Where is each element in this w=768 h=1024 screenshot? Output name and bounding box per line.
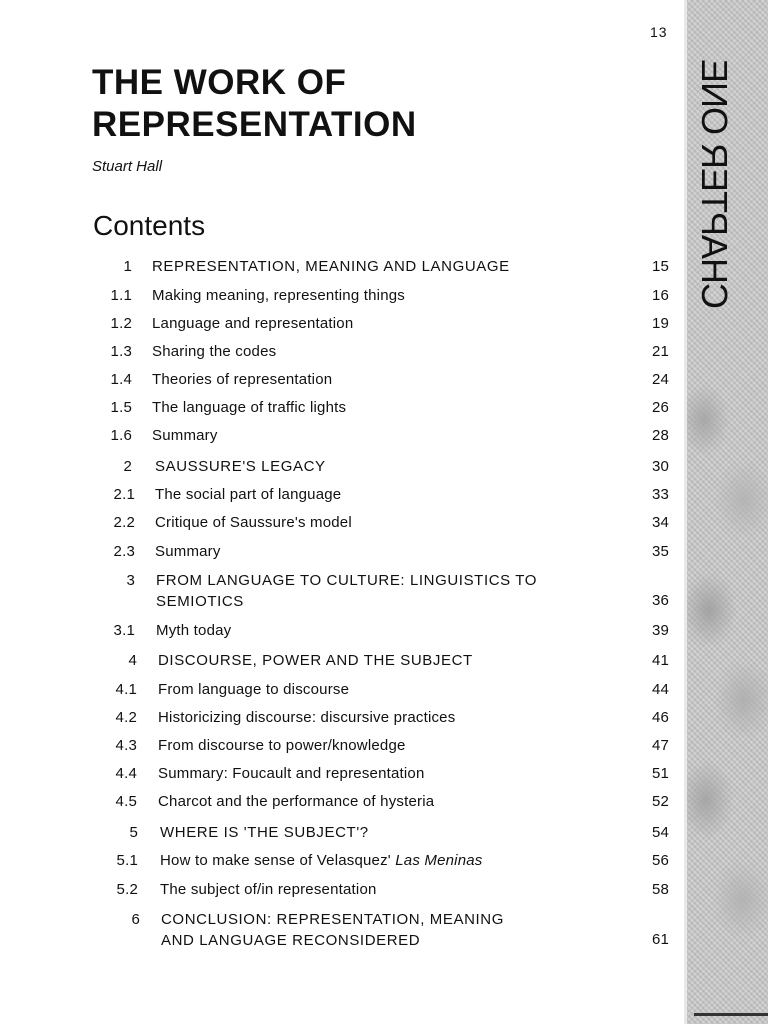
toc-title: WHERE IS 'THE SUBJECT'? bbox=[160, 824, 369, 841]
toc-number: 4 bbox=[128, 652, 137, 669]
toc-title-line-1: CONCLUSION: REPRESENTATION, MEANING bbox=[161, 911, 504, 928]
bottom-rule bbox=[694, 1013, 768, 1016]
toc-page: 51 bbox=[652, 765, 670, 782]
toc-number: 4.4 bbox=[115, 765, 137, 782]
toc-page: 15 bbox=[652, 258, 670, 275]
toc-page: 52 bbox=[652, 793, 670, 810]
toc-page: 16 bbox=[652, 287, 670, 304]
toc-number: 1.1 bbox=[110, 287, 132, 304]
chapter-label: CHAPTER ONE bbox=[694, 60, 735, 310]
toc-title-text: How to make sense of Velasquez' bbox=[160, 852, 391, 869]
toc-title: Summary bbox=[152, 427, 218, 444]
toc-title: Myth today bbox=[156, 622, 232, 639]
toc-page: 44 bbox=[652, 681, 670, 698]
title-line-1: THE WORK OF bbox=[92, 63, 347, 102]
toc-number: 4.3 bbox=[115, 737, 137, 754]
toc-number: 6 bbox=[131, 911, 140, 928]
contents-heading: Contents bbox=[93, 210, 206, 241]
toc-page: 33 bbox=[652, 486, 670, 503]
toc-title: Sharing the codes bbox=[152, 343, 277, 360]
toc-page: 28 bbox=[652, 427, 670, 444]
toc-number: 4.1 bbox=[115, 681, 137, 698]
toc-page: 34 bbox=[652, 514, 670, 531]
toc-number: 4.5 bbox=[115, 793, 137, 810]
toc-page: 39 bbox=[652, 622, 670, 639]
toc-title bbox=[160, 850, 600, 871]
toc-title: REPRESENTATION, MEANING AND LANGUAGE bbox=[152, 258, 510, 275]
toc-page: 47 bbox=[652, 737, 670, 754]
toc-title: Making meaning, representing things bbox=[152, 287, 405, 304]
toc-number: 1.2 bbox=[110, 315, 132, 332]
toc-page: 30 bbox=[652, 458, 670, 475]
toc-number: 5.1 bbox=[116, 852, 138, 869]
toc-number: 3 bbox=[126, 572, 135, 589]
toc-title: Theories of representation bbox=[152, 371, 333, 388]
chapter-title bbox=[92, 62, 417, 146]
toc-title bbox=[156, 570, 596, 612]
toc-title: Critique of Saussure's model bbox=[155, 514, 352, 531]
toc-page: 21 bbox=[652, 343, 670, 360]
toc-page: 46 bbox=[652, 709, 670, 726]
toc-page: 61 bbox=[652, 931, 670, 948]
toc-title: SAUSSURE'S LEGACY bbox=[155, 458, 326, 475]
toc-title: Summary bbox=[155, 543, 221, 560]
toc-page: 41 bbox=[652, 652, 670, 669]
toc-title: DISCOURSE, POWER AND THE SUBJECT bbox=[158, 652, 473, 669]
title-line-2: REPRESENTATION bbox=[92, 105, 417, 144]
toc-title: From discourse to power/knowledge bbox=[158, 737, 406, 754]
toc-number: 3.1 bbox=[113, 622, 135, 639]
toc-title-line-2: AND LANGUAGE RECONSIDERED bbox=[161, 932, 421, 949]
band-edge bbox=[684, 0, 687, 1024]
toc-title: Summary: Foucault and representation bbox=[158, 765, 425, 782]
toc-title: Language and representation bbox=[152, 315, 354, 332]
toc-title-line-2: SEMIOTICS bbox=[156, 593, 244, 610]
toc-number: 2.2 bbox=[113, 514, 135, 531]
page-number: 13 bbox=[650, 24, 668, 40]
toc-title: The language of traffic lights bbox=[152, 399, 347, 416]
toc-number: 2.1 bbox=[113, 486, 135, 503]
toc-title: The subject of/in representation bbox=[160, 881, 377, 898]
toc-page: 35 bbox=[652, 543, 670, 560]
toc-number: 2 bbox=[123, 458, 132, 475]
toc-title-line-1: FROM LANGUAGE TO CULTURE: LINGUISTICS TO bbox=[156, 572, 538, 589]
toc-title: Historicizing discourse: discursive practices bbox=[158, 709, 456, 726]
toc-page: 24 bbox=[652, 371, 670, 388]
toc-number: 1.5 bbox=[110, 399, 132, 416]
toc-number: 1.3 bbox=[110, 343, 132, 360]
toc-page: 19 bbox=[652, 315, 670, 332]
toc-number: 1 bbox=[123, 258, 132, 275]
toc-number: 5 bbox=[129, 824, 138, 841]
toc-page: 58 bbox=[652, 881, 670, 898]
toc-number: 5.2 bbox=[116, 881, 138, 898]
toc-title: Charcot and the performance of hysteria bbox=[158, 793, 435, 810]
toc-number: 1.4 bbox=[110, 371, 132, 388]
toc-title bbox=[161, 909, 601, 951]
toc-number: 1.6 bbox=[110, 427, 132, 444]
toc-page: 56 bbox=[652, 852, 670, 869]
toc-number: 2.3 bbox=[113, 543, 135, 560]
toc-number: 4.2 bbox=[115, 709, 137, 726]
toc-page: 54 bbox=[652, 824, 670, 841]
toc-title: From language to discourse bbox=[158, 681, 350, 698]
author: Stuart Hall bbox=[92, 158, 163, 175]
toc-page: 36 bbox=[652, 592, 670, 609]
toc-page: 26 bbox=[652, 399, 670, 416]
toc-title: The social part of language bbox=[155, 486, 342, 503]
toc-title-italic: Las Meninas bbox=[395, 852, 483, 869]
